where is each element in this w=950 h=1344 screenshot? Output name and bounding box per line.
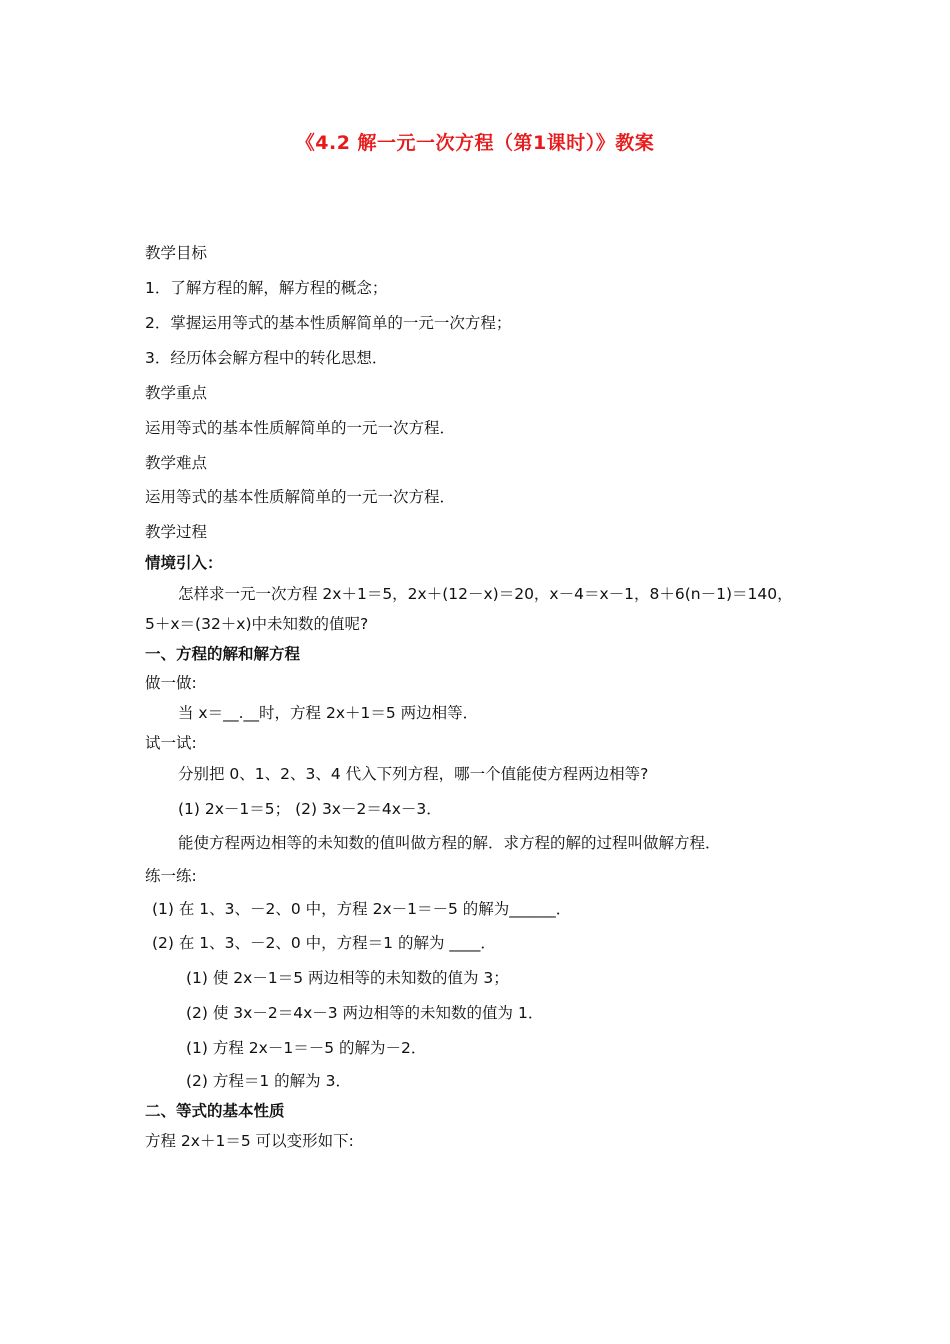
difficulty-text: 运用等式的基本性质解简单的一元一次方程． xyxy=(145,488,456,506)
key-point-text: 运用等式的基本性质解简单的一元一次方程． xyxy=(145,419,456,437)
do-it-label: 做一做: xyxy=(145,674,197,692)
practice-question-1: (1) 在 1、3、－2、0 中，方程 2x－1＝－5 的解为______． xyxy=(152,900,572,918)
practice-label: 练一练: xyxy=(145,867,197,885)
try-it-label: 试一试: xyxy=(145,734,197,752)
definition-text: 能使方程两边相等的未知数的值叫做方程的解．求方程的解的过程叫做解方程． xyxy=(178,834,721,852)
section-intro-heading: 情境引入： xyxy=(145,554,223,572)
goal-item-1: 1．了解方程的解，解方程的概念； xyxy=(145,279,388,297)
heading-key-points: 教学重点 xyxy=(145,384,208,402)
document-title: 《4.2 解一元一次方程（第1课时）》教案 xyxy=(295,132,655,154)
goal-item-2: 2．掌握运用等式的基本性质解简单的一元一次方程； xyxy=(145,314,512,332)
section-2-heading: 二、等式的基本性质 xyxy=(145,1102,285,1120)
intro-question-line-2: 5＋x＝(32＋x)中未知数的值呢? xyxy=(145,615,369,633)
heading-teaching-goals: 教学目标 xyxy=(145,244,208,262)
try-it-question: 分别把 0、1、2、3、4 代入下列方程，哪一个值能使方程两边相等? xyxy=(178,765,649,783)
answer-2: (2) 使 3x－2＝4x－3 两边相等的未知数的值为 1． xyxy=(186,1004,544,1022)
section-1-heading: 一、方程的解和解方程 xyxy=(145,645,301,663)
heading-difficulties: 教学难点 xyxy=(145,454,208,472)
try-it-equations: (1) 2x－1＝5； (2) 3x－2＝4x－3． xyxy=(178,800,442,818)
goal-item-3: 3．经历体会解方程中的转化思想． xyxy=(145,349,388,367)
practice-question-2: (2) 在 1、3、－2、0 中，方程＝1 的解为 ____． xyxy=(152,934,496,952)
answer-1: (1) 使 2x－1＝5 两边相等的未知数的值为 3； xyxy=(186,969,509,987)
answer-3: (1) 方程 2x－1＝－5 的解为－2． xyxy=(186,1039,427,1057)
do-it-question: 当 x＝__.__时，方程 2x＋1＝5 两边相等． xyxy=(178,704,479,722)
answer-4: (2) 方程＝1 的解为 3． xyxy=(186,1072,351,1090)
heading-teaching-process: 教学过程 xyxy=(145,523,208,541)
intro-question-line-1: 怎样求一元一次方程 2x＋1＝5，2x＋(12－x)＝20，x－4＝x－1，8＋6(n－1)＝140， xyxy=(178,585,793,603)
section-2-intro: 方程 2x＋1＝5 可以变形如下: xyxy=(145,1132,354,1150)
